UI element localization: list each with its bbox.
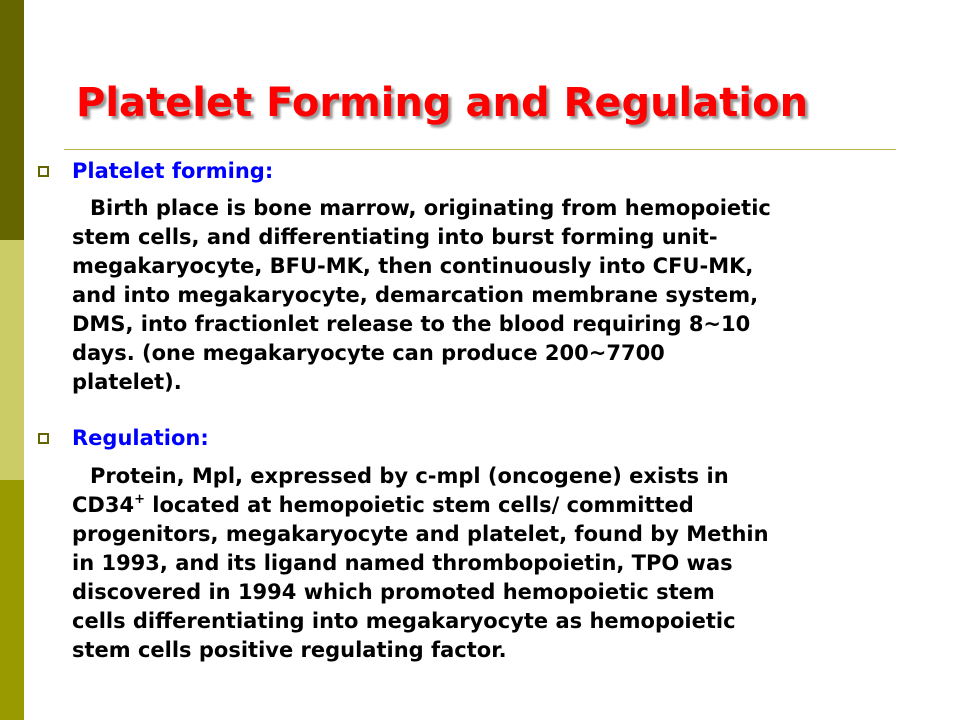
text-line: Birth place is bone marrow, originating from hemopoietic <box>90 196 771 220</box>
text-line: platelet). <box>72 370 182 394</box>
section-heading-platelet-forming: Platelet forming: <box>72 159 274 183</box>
superscript-plus: + <box>134 492 145 507</box>
text-line: megakaryocyte, BFU-MK, then continuously into CFU-MK, <box>72 254 754 278</box>
text-line: Protein, Mpl, expressed by c-mpl (oncogene) exists in <box>90 464 729 488</box>
sidebar-stripe-dark <box>0 0 24 240</box>
text-line: days. (one megakaryocyte can produce 200~7700 <box>72 341 665 365</box>
text-line: stem cells, and differentiating into burst forming unit- <box>72 225 718 249</box>
text-line-cd34 <box>72 491 942 520</box>
title-divider <box>64 149 896 150</box>
text-line: progenitors, megakaryocyte and platelet, found by Methin <box>72 522 769 546</box>
paragraph-regulation <box>72 462 942 665</box>
bullet-platelet-forming <box>38 157 273 186</box>
sidebar-stripe-mid <box>0 480 24 720</box>
section-heading-regulation: Regulation: <box>72 426 209 450</box>
text-line: DMS, into fractionlet release to the blood requiring 8~10 <box>72 312 751 336</box>
text-line: in 1993, and its ligand named thrombopoietin, TPO was <box>72 551 733 575</box>
paragraph-platelet-forming <box>72 194 942 397</box>
slide-title: Platelet Forming and Regulation <box>76 80 809 126</box>
sidebar-stripe-light <box>0 240 24 480</box>
text-line: and into megakaryocyte, demarcation membrane system, <box>72 283 759 307</box>
square-bullet-icon <box>38 433 49 444</box>
text-line: stem cells positive regulating factor. <box>72 638 507 662</box>
text-line: discovered in 1994 which promoted hemopoietic stem <box>72 580 715 604</box>
text-line: cells differentiating into megakaryocyte as hemopoietic <box>72 609 736 633</box>
cd34-text: CD34 <box>72 493 135 517</box>
text-line-rest: located at hemopoietic stem cells/ committed <box>144 493 694 517</box>
bullet-regulation <box>38 424 209 453</box>
square-bullet-icon <box>38 166 49 177</box>
